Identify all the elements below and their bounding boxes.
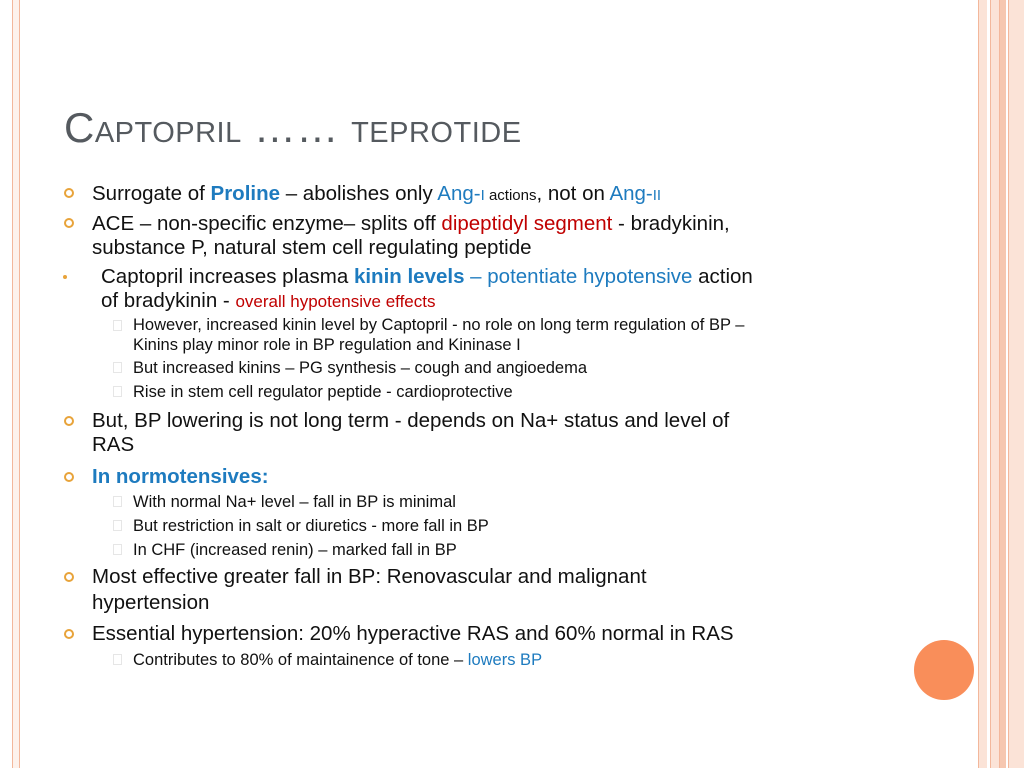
bullet-item: Essential hypertension: 20% hyperactive RAS and 60% normal in RAS [92,622,734,645]
sub-bullet-item: In CHF (increased renin) – marked fall in BP [133,541,457,559]
sub-bullet-item: With normal Na+ level – fall in BP is minimal [133,493,456,511]
sub-bullet-icon [113,386,122,397]
bullet-item: ACE – non-specific enzyme– splits off dipeptidyl segment - bradykinin, [92,212,730,235]
bullet-item-continuation: of bradykinin - overall hypotensive effects [101,289,436,312]
right-frame-stripe [1000,0,1006,768]
bullet-icon [64,572,74,582]
bullet-icon [64,416,74,426]
bullet-item: Captopril increases plasma kinin levels – potentiate hypotensive action [101,265,753,288]
right-frame-stripe [1008,0,1024,768]
bullet-icon [64,629,74,639]
sub-bullet-item: Rise in stem cell regulator peptide - cardioprotective [133,383,513,401]
bullet-item-continuation: substance P, natural stem cell regulating peptide [92,236,532,259]
sub-bullet-item: Contributes to 80% of maintainence of tone – lowers BP [133,651,543,669]
sub-bullet-item: However, increased kinin level by Captopril - no role on long term regulation of BP – [133,316,745,334]
bullet-item: Most effective greater fall in BP: Renovascular and malignant [92,565,647,588]
sub-bullet-item: But restriction in salt or diuretics - more fall in BP [133,517,489,535]
sub-bullet-item: But increased kinins – PG synthesis – cough and angioedema [133,359,588,377]
right-frame-stripe [978,0,987,768]
bullet-icon [63,275,67,279]
bullet-item-continuation: hypertension [92,591,210,614]
bullet-item: Surrogate of Proline – abolishes only Ang-I actions, not on Ang-II [92,182,662,205]
right-frame-stripe [990,0,1000,768]
sub-bullet-icon [113,654,122,665]
bullet-item-heading: In normotensives: [92,465,269,488]
bullet-item: But, BP lowering is not long term - depends on Na+ status and level of [92,409,730,432]
sub-bullet-icon [113,362,122,373]
decorative-orange-circle [914,640,974,700]
slide-title: Captopril …… teprotide [64,104,522,151]
bullet-icon [64,218,74,228]
sub-bullet-icon [113,496,122,507]
sub-bullet-icon [113,544,122,555]
sub-bullet-icon [113,520,122,531]
sub-bullet-item-continuation: Kinins play minor role in BP regulation and Kininase I [133,336,521,354]
left-frame-decoration [12,0,20,768]
bullet-icon [64,472,74,482]
sub-bullet-icon [113,320,122,331]
bullet-item-continuation: RAS [92,433,135,456]
bullet-icon [64,188,74,198]
